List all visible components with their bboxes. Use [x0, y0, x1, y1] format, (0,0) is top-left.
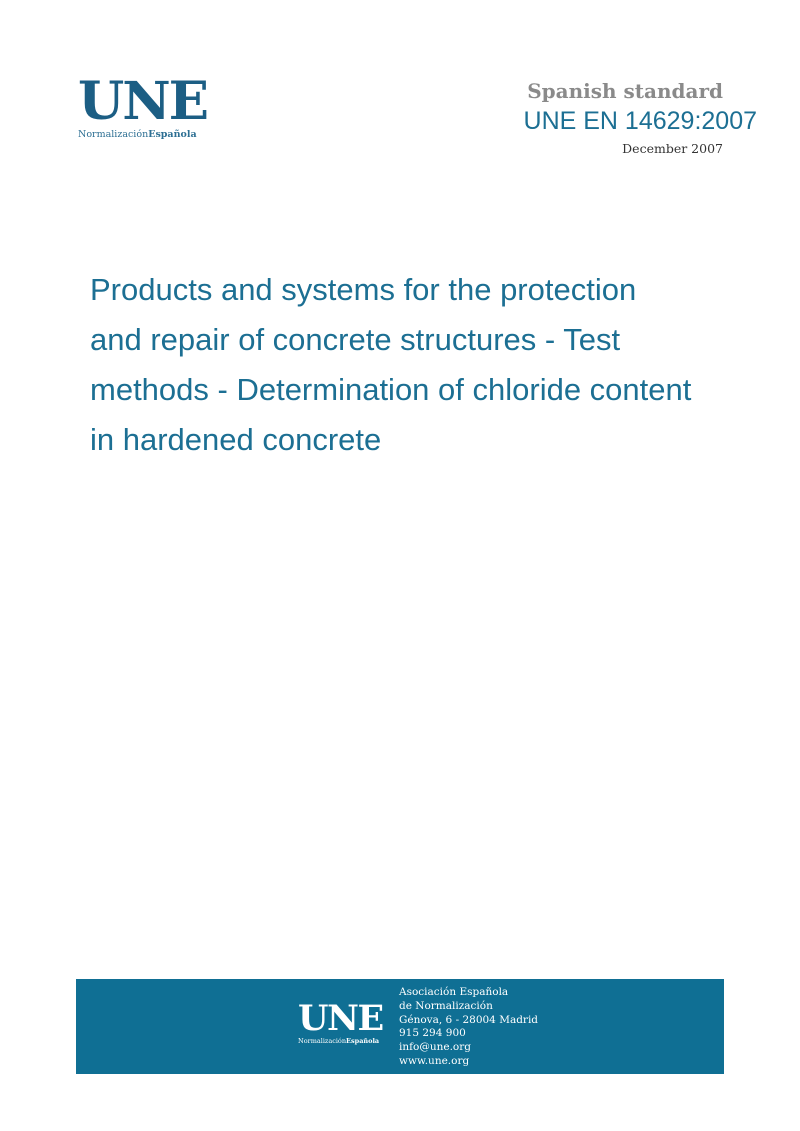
organization-name-line2: de Normalización	[399, 999, 493, 1012]
une-logo-subtitle-part1: Normalización	[78, 129, 149, 140]
title-line: and repair of concrete structures - Test	[90, 322, 621, 357]
footer-address	[399, 986, 538, 1069]
footer-logo-subtitle-part1: Normalización	[298, 1037, 347, 1045]
document-title	[90, 265, 730, 465]
document-kind: Spanish standard	[527, 79, 723, 103]
footer-band	[76, 979, 724, 1074]
footer-logo-subtitle	[298, 1037, 388, 1045]
standard-code: UNE EN 14629:2007	[523, 107, 757, 135]
street-address: Génova, 6 - 28004 Madrid	[399, 1013, 539, 1026]
publication-date: December 2007	[622, 141, 723, 156]
une-logo	[78, 71, 208, 146]
footer-logo-mark: UNE	[298, 998, 383, 1039]
footer-logo-subtitle-part2: Española	[346, 1037, 380, 1045]
website-address: www.une.org	[399, 1054, 470, 1067]
title-line: Products and systems for the protection	[90, 272, 637, 307]
phone-number: 915 294 900	[399, 1027, 466, 1040]
une-logo-mark: UNE	[78, 71, 208, 132]
document-header	[437, 78, 757, 158]
email-address: info@une.org	[399, 1041, 471, 1054]
footer-une-logo	[298, 998, 388, 1051]
une-logo-subtitle-part2: Española	[148, 129, 197, 140]
title-line: methods - Determination of chloride content	[90, 372, 692, 407]
organization-name-line1: Asociación Española	[399, 986, 509, 998]
title-line: in hardened concrete	[90, 422, 382, 457]
